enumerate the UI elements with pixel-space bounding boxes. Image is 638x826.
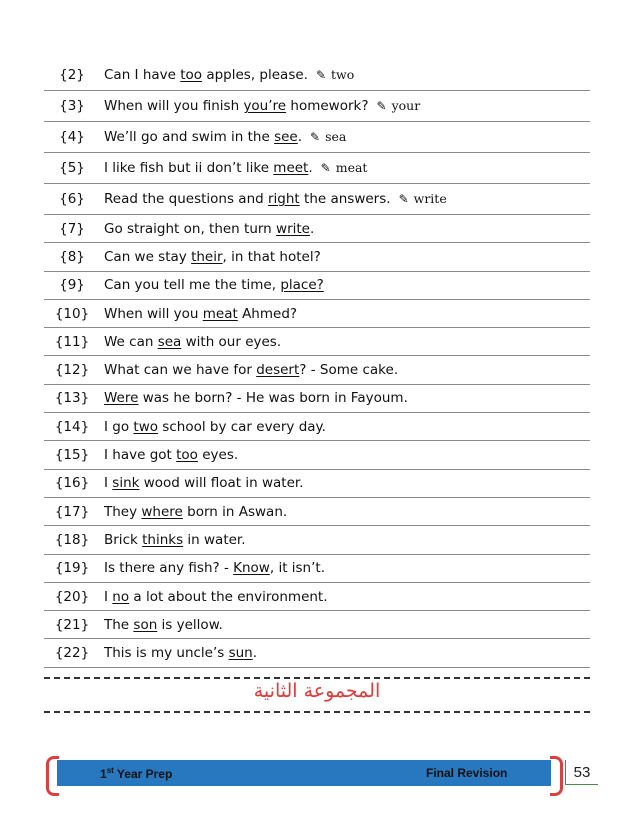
answer: ✎ two [315,67,355,82]
underlined-word: write [276,220,310,237]
item-number: {12} [54,362,90,379]
pencil-icon: ✎ [310,130,321,144]
exercise-row [44,122,590,153]
underlined-word: meat [202,305,238,322]
answer: ✎ meat [320,160,368,175]
item-number: {9} [59,277,85,294]
item-number: {16} [54,475,90,492]
underlined-word: Know [233,560,270,577]
exercise-row [44,328,590,356]
item-number: {13} [54,390,90,407]
sentence: They where born in Aswan. [104,503,288,520]
item-number: {21} [54,616,90,633]
exercise-row [44,413,590,441]
item-number: {6} [59,191,85,207]
item-number: {4} [59,129,85,145]
pencil-icon: ✎ [320,161,331,175]
exercise-row [44,356,590,384]
sentence: I have got too eyes. [104,447,239,464]
item-number: {17} [54,503,90,520]
underlined-word: too [176,447,198,464]
page-number: 53 [565,760,598,785]
item-number: {15} [54,447,90,464]
item-number: {7} [59,220,85,237]
sentence: Is there any fish? - Know, it isn’t. [104,560,325,577]
underlined-word: where [141,503,183,520]
underlined-word: their [191,248,223,265]
pencil-icon: ✎ [398,192,409,206]
dashed-divider-top [44,677,590,679]
item-number: {2} [59,67,85,83]
underlined-word: desert [256,362,300,379]
exercise-row [44,153,590,184]
answer: ✎ sea [310,129,347,144]
item-number: {20} [54,588,90,605]
underlined-word: sink [112,475,140,492]
item-number: {14} [54,418,90,435]
sentence: Can I have too apples, please. ✎ two [104,67,355,83]
exercise-row [44,184,590,215]
item-number: {19} [54,560,90,577]
underlined-word: son [133,616,158,633]
footer-grade-label: 1st Year Prep [100,766,173,781]
underlined-word: no [112,588,130,605]
item-number: {8} [59,248,85,265]
underlined-word: sun [228,645,253,662]
exercise-row [44,91,590,122]
sentence: When will you meat Ahmed? [104,305,298,322]
item-number: {18} [54,531,90,548]
exercise-row [44,300,590,328]
underlined-word: Were [104,390,139,407]
exercise-row [44,215,590,243]
sentence: Were was he born? - He was born in Fayoum. [104,390,408,407]
item-number: {3} [59,98,85,114]
sentence: I no a lot about the environment. [104,588,328,605]
underlined-word: you’re [243,98,287,114]
sentence: I sink wood will float in water. [104,475,304,492]
underlined-word: see [274,129,298,145]
underlined-word: thinks [142,531,184,548]
exercise-table [44,60,590,668]
sentence: I like fish but ii don’t like meet. ✎ meat [104,160,368,176]
exercise-row [44,639,590,667]
underlined-word: sea [157,333,182,350]
sentence: Brick thinks in water. [104,531,246,548]
exercise-row [44,60,590,91]
item-number: {11} [54,333,90,350]
item-number: {10} [54,305,90,322]
sentence: This is my uncle’s sun. [104,645,258,662]
answer: ✎ write [398,191,447,206]
answer: ✎ your [376,98,421,113]
sentence: We’ll go and swim in the see. ✎ sea [104,129,347,145]
sentence: When will you finish you’re homework? ✎ your [104,98,421,114]
underlined-word: right [268,191,300,207]
underlined-word: place? [280,277,324,294]
sentence: We can sea with our eyes. [104,333,282,350]
sentence: Can you tell me the time, place? [104,277,324,294]
pencil-icon: ✎ [315,68,327,82]
exercise-row [44,470,590,498]
exercise-row [44,555,590,583]
dashed-divider-bottom [44,711,590,713]
sentence: What can we have for desert? - Some cake. [104,362,399,379]
exercise-row [44,243,590,271]
exercise-row [44,385,590,413]
sentence: I go two school by car every day. [104,418,326,435]
exercise-row [44,441,590,469]
item-number: {22} [54,645,90,662]
sentence: Read the questions and right the answers. ✎ write [104,191,447,207]
underlined-word: too [180,67,203,83]
sentence: Go straight on, then turn write. [104,220,315,237]
exercise-row [44,498,590,526]
exercise-row [44,526,590,554]
underlined-word: meet [273,160,309,176]
item-number: {5} [59,160,85,176]
exercise-row [44,272,590,300]
section-title: المجموعة الثانية [253,680,381,702]
sentence: The son is yellow. [104,616,223,633]
page-footer [40,756,600,792]
exercise-row [44,583,590,611]
right-bracket-decoration [550,756,563,796]
underlined-word: two [133,418,159,435]
pencil-icon: ✎ [376,99,387,113]
exercise-row [44,611,590,639]
footer-revision-label: Final Revision [426,766,508,780]
sentence: Can we stay their, in that hotel? [104,248,321,265]
